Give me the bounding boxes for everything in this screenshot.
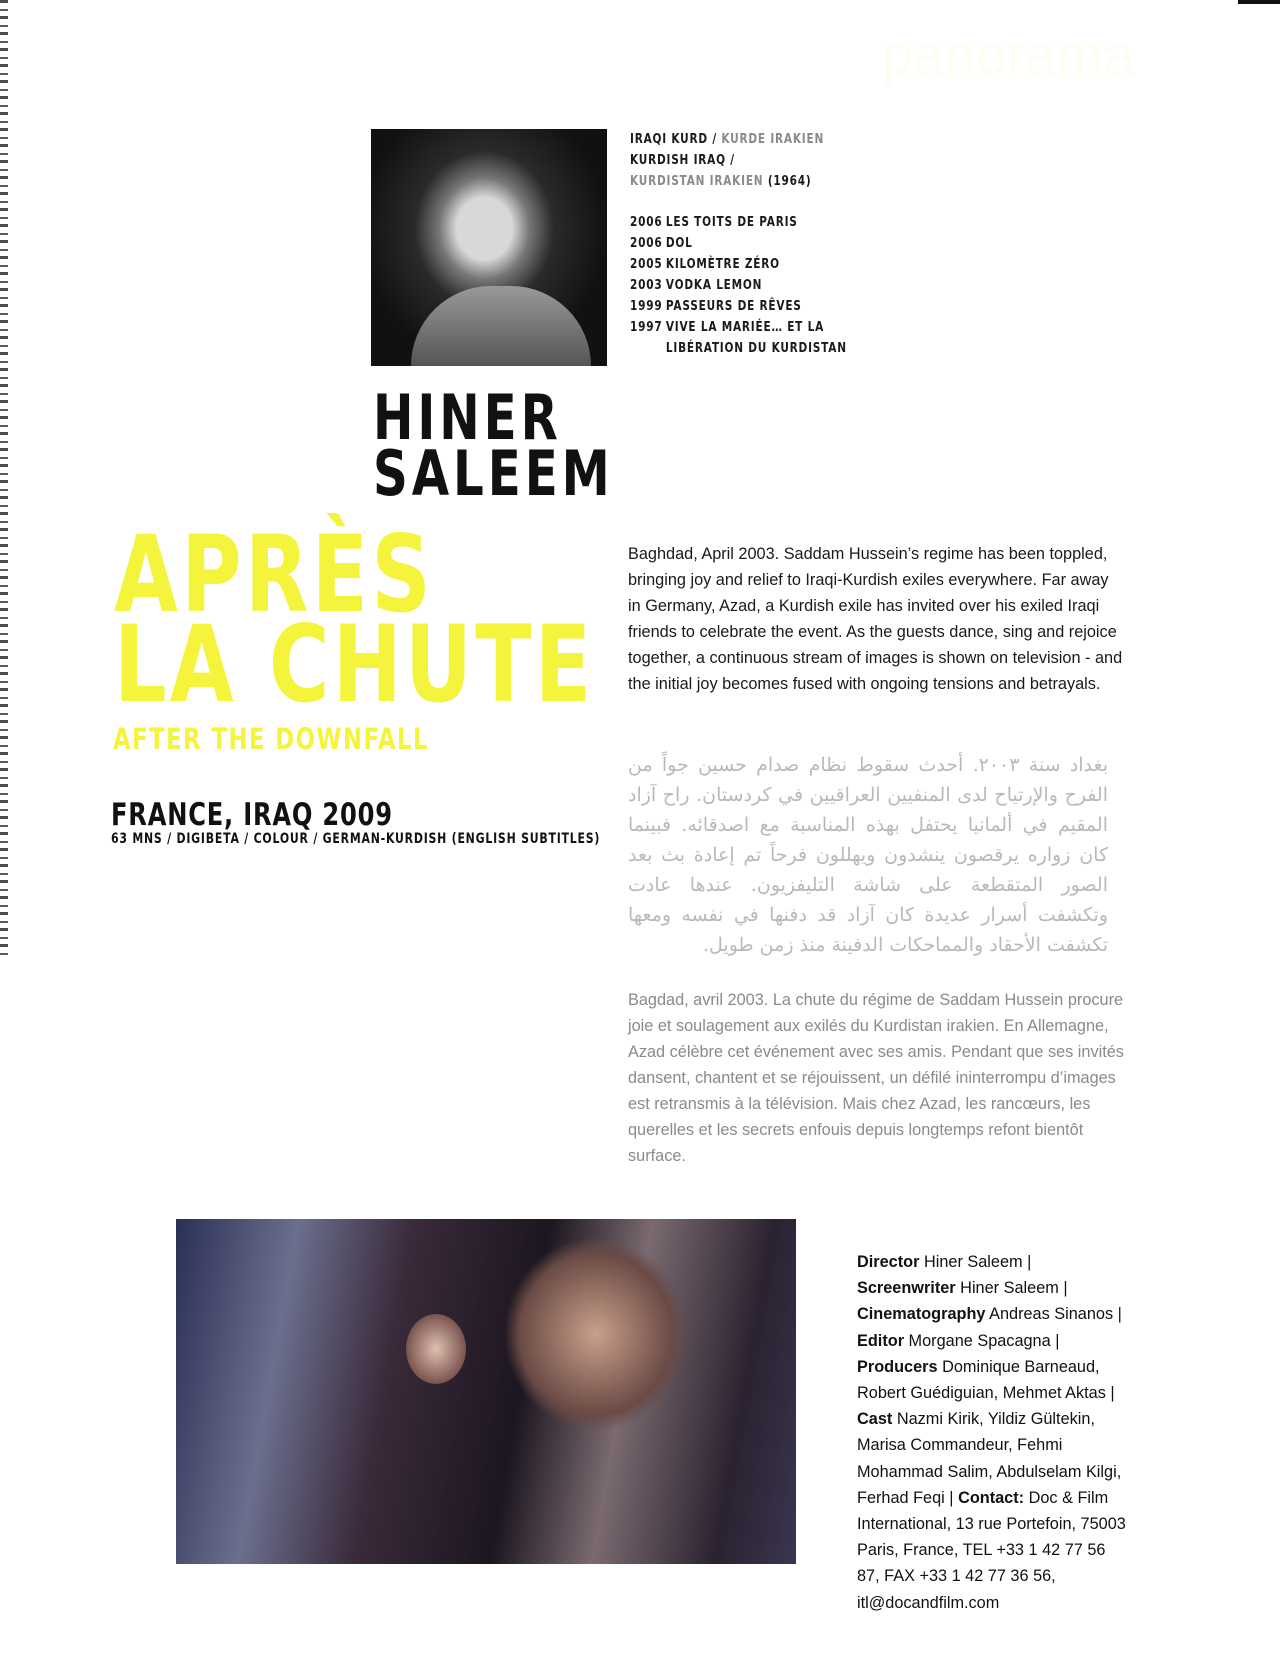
country-year: FRANCE, IRAQ 2009 — [111, 797, 393, 833]
nationality-en-2: KURDISH IRAQ / — [630, 152, 735, 168]
nationality-en: IRAQI KURD / — [630, 131, 717, 147]
film-year: 2006 — [630, 214, 663, 230]
credit-label: Contact: — [958, 1488, 1025, 1507]
film-year: 2003 — [630, 277, 663, 293]
director-name — [373, 381, 614, 510]
credit-label: Cinematography — [857, 1305, 986, 1324]
filmography-item — [630, 275, 847, 296]
filmography-item — [630, 254, 847, 275]
film-year: 1997 — [630, 319, 663, 335]
name-line: SALEEM — [373, 437, 614, 510]
credit-value: Hiner Saleem | — [955, 1279, 1068, 1298]
film-title: KILOMÈTRE ZÉRO — [665, 256, 780, 272]
birth-year: (1964) — [767, 173, 812, 189]
title-line: APRÈS — [114, 513, 434, 636]
filmography — [630, 212, 847, 359]
filmography-item — [630, 338, 847, 359]
title-line: LA CHUTE — [114, 603, 595, 726]
scan-artifact — [1238, 0, 1280, 4]
credit-label: Producers — [857, 1357, 938, 1376]
nationality-fr-2: KURDISTAN IRAKIEN — [630, 173, 764, 189]
credit-value: Morgane Spacagna | — [904, 1331, 1060, 1350]
film-year: 2005 — [630, 256, 663, 272]
film-title — [114, 513, 595, 726]
film-title: VIVE LA MARIÉE… ET LA — [665, 319, 825, 335]
film-year: 2006 — [630, 235, 663, 251]
credit-value: Nazmi Kirik, Yildiz Gültekin, Marisa Commandeur, Fehmi Mohammad Salim, Abdulselam Kilgi, Ferhad Feqi | — [857, 1410, 1122, 1507]
credit-label: Director — [857, 1253, 920, 1271]
film-title: VODKA LEMON — [665, 277, 763, 293]
film-year: 1999 — [630, 298, 663, 314]
credit-label: Editor — [857, 1331, 905, 1350]
credits — [857, 1249, 1127, 1616]
credit-value: Hiner Saleem | — [919, 1253, 1032, 1271]
film-year — [630, 338, 666, 359]
credit-value: Dominique Barneaud, Robert Guédiguian, Mehmet Aktas | — [857, 1357, 1115, 1403]
credit-label: Screenwriter — [857, 1279, 956, 1298]
filmography-item — [630, 317, 847, 338]
name-line: HINER — [373, 381, 562, 454]
filmography-item — [630, 296, 847, 317]
section-watermark: panorama — [882, 23, 1135, 86]
film-title: LES TOITS DE PARIS — [665, 214, 798, 230]
director-nationality — [630, 129, 824, 192]
director-portrait — [371, 129, 607, 366]
scan-edge — [0, 0, 8, 960]
synopsis-arabic: بغداد سنة ٢٠٠٣. أحدث سقوط نظام صدام حسين جواً من الفرح والإرتياح لدى المنفيين العراقيين في كردستان. راح آزاد المقيم في ألمانيا يحتفل بهذه المناسبة مع اصدقائه. فبينما كان زواره يرقصون ينشدون ويهللون فرحاً تم إعادة بث بعد الصور المتقطعة على شاشة التليفزيون. عندها عادت وتكشفت أسرار عديدة كان آزاد قد دفنها في نفسه ومعها تكشفت الأحقاد والمماحكات الدفينة منذ زمن طويل. — [628, 754, 1108, 956]
synopsis-french: Bagdad, avril 2003. La chute du régime de Saddam Hussein procure joie et soulagement aux exilés du Kurdistan irakien. En Allemagne, Azad célèbre cet événement avec ses amis. Pendant que ses invités dansent, chantent et se réjouissent, un défilé ininterrompu d’images est retransmis à la télévision. Mais chez Azad, les rancœurs, les querelles et les secrets enfouis depuis longtemps refont bientôt surface. — [628, 991, 1124, 1165]
film-still — [176, 1219, 796, 1564]
technical-info: 63 MNS / DIGIBETA / COLOUR / GERMAN-KURDISH (ENGLISH SUBTITLES) — [111, 831, 601, 847]
nationality-fr: KURDE IRAKIEN — [721, 131, 825, 147]
filmography-item — [630, 212, 847, 233]
film-title: LIBÉRATION DU KURDISTAN — [665, 340, 847, 356]
english-title: AFTER THE DOWNFALL — [113, 722, 429, 756]
credit-value: Doc & Film International, 13 rue Portefoin, 75003 Paris, France, TEL +33 1 42 77 56 87, FAX +33 1 42 77 36 56, itl@docandfilm.com — [857, 1488, 1126, 1612]
filmography-item — [630, 233, 847, 254]
synopsis-english: Baghdad, April 2003. Saddam Hussein’s regime has been toppled, bringing joy and relief to Iraqi-Kurdish exiles everywhere. Far away in Germany, Azad, a Kurdish exile has invited over his exiled Iraqi friends to celebrate the event. As the guests dance, sing and rejoice together, a continuous stream of images is shown on television - and the initial joy becomes fused with ongoing tensions and betrayals. — [628, 545, 1123, 693]
film-title: PASSEURS DE RÊVES — [665, 298, 802, 314]
film-title: DOL — [665, 235, 693, 251]
credit-value: Andreas Sinanos | — [985, 1305, 1122, 1324]
credit-label: Cast — [857, 1410, 893, 1429]
